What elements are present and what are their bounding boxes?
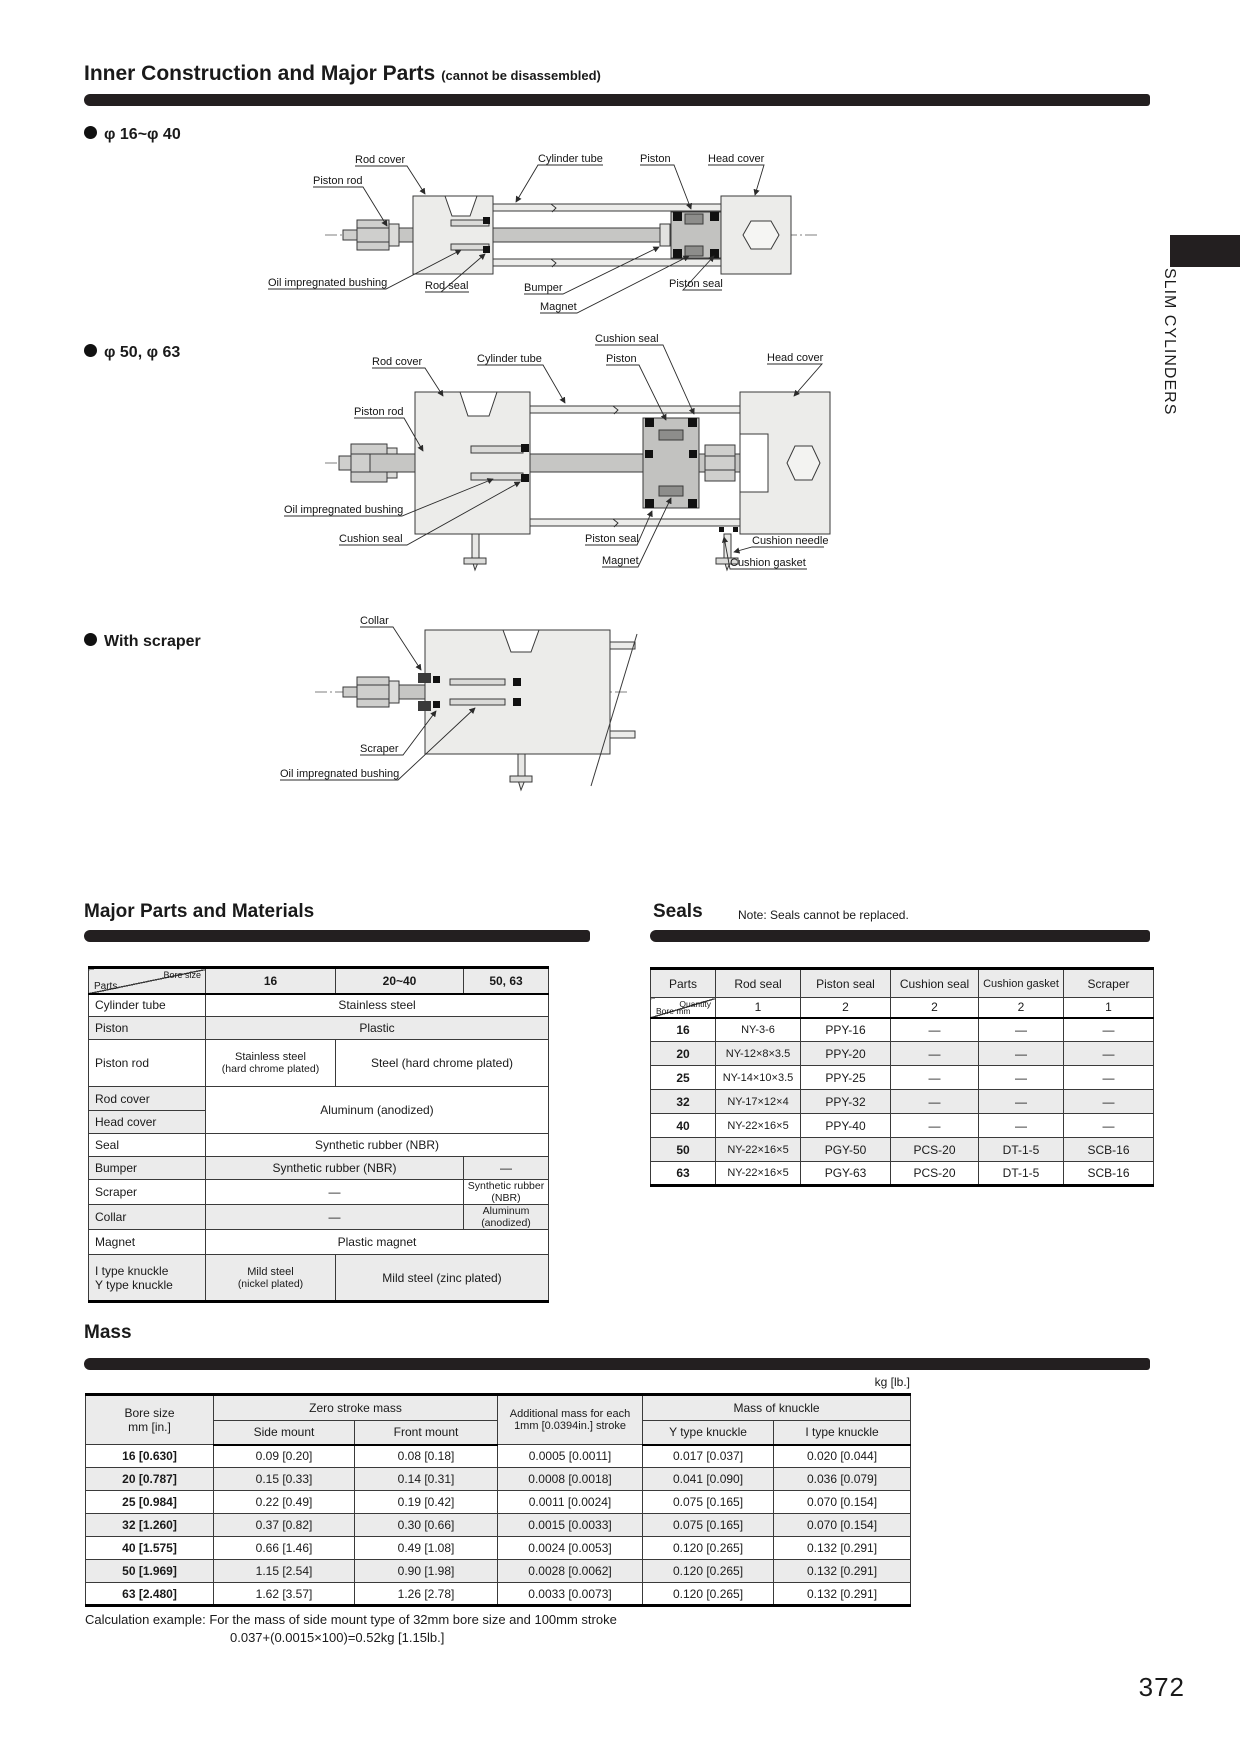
cell-front-mount: 0.08 [0.18]: [355, 1445, 498, 1468]
row-label: [89, 1255, 206, 1302]
label-magnet: Magnet: [540, 301, 577, 313]
cell-scraper: SCB-16: [1064, 1162, 1154, 1186]
cell-side-mount: 0.09 [0.20]: [214, 1445, 355, 1468]
cell-piston-seal: PGY-50: [801, 1138, 891, 1162]
mass-table-row: [86, 1583, 911, 1606]
cell-scraper: —: [1064, 1018, 1154, 1042]
row-value: [206, 1040, 336, 1087]
page-title-note: (cannot be disassembled): [441, 68, 601, 83]
mass-table-row: [86, 1560, 911, 1583]
calc-text: For the mass of side mount type of 32mm bore size and 100mm stroke: [209, 1612, 617, 1627]
cell-piston-seal: PPY-40: [801, 1114, 891, 1138]
seals-header-scraper: Scraper: [1064, 969, 1154, 998]
cell-bore: 20: [651, 1042, 716, 1066]
cell-piston-seal: PGY-63: [801, 1162, 891, 1186]
cell-cushion-seal: —: [891, 1090, 979, 1114]
corner-parts: Parts: [94, 980, 118, 992]
label-oil-bushing: Oil impregnated bushing: [268, 277, 388, 289]
label-head-cover: Head cover: [708, 153, 765, 165]
cell-rod-seal: NY-14×10×3.5: [716, 1066, 801, 1090]
header-line1: Additional mass for each: [509, 1408, 631, 1420]
section-bore-16-40: [84, 126, 181, 144]
cylinder-cross-section-16-40: [325, 196, 817, 274]
seals-header-rod-seal: Rod seal: [716, 969, 801, 998]
cell-cushion-seal: —: [891, 1066, 979, 1090]
cell-additional-mass: 0.0008 [0.0018]: [498, 1468, 643, 1491]
label-piston: Piston: [640, 153, 671, 165]
materials-title: Major Parts and Materials: [84, 901, 315, 922]
calc-example-line1: [85, 1612, 617, 1627]
mass-table-row: [86, 1491, 911, 1514]
cell-additional-mass: 0.0028 [0.0062]: [498, 1560, 643, 1583]
seals-corner-cell: [651, 998, 716, 1018]
mass-table-row: [86, 1537, 911, 1560]
seals-table-row: [651, 1114, 1154, 1138]
cell-additional-mass: 0.0033 [0.0073]: [498, 1583, 643, 1606]
mass-header-side-mount: Side mount: [214, 1421, 355, 1445]
label-piston-rod: Piston rod: [313, 175, 363, 187]
cell-cushion-gasket: DT-1-5: [979, 1138, 1064, 1162]
seals-rule-bar: [650, 930, 1150, 942]
cell-bore: 32: [651, 1090, 716, 1114]
quantity-scraper: 1: [1064, 998, 1154, 1018]
quantity-rod-seal: 1: [716, 998, 801, 1018]
row-label: Piston: [89, 1017, 206, 1040]
section-label: With scraper: [104, 633, 201, 650]
materials-col-16: 16: [206, 968, 336, 994]
row-value: Aluminum (anodized): [464, 1205, 549, 1230]
cell-bore-size: 16 [0.630]: [86, 1445, 214, 1468]
row-value: Synthetic rubber (NBR): [206, 1157, 464, 1180]
cell-side-mount: 0.15 [0.33]: [214, 1468, 355, 1491]
row-label: Seal: [89, 1134, 206, 1157]
cell-additional-mass: 0.0015 [0.0033]: [498, 1514, 643, 1537]
label-rod-seal: Rod seal: [425, 280, 469, 292]
seals-table-row: [651, 1162, 1154, 1186]
corner-bore-mm: Bore mm: [656, 1005, 691, 1016]
side-tab-marker: [1170, 235, 1240, 267]
cell-y-knuckle: 0.120 [0.265]: [643, 1583, 774, 1606]
bullet-icon: [84, 633, 97, 646]
title-rule-bar: [84, 94, 1150, 106]
seals-title: Seals: [653, 901, 703, 922]
mass-header-i-knuckle: I type knuckle: [774, 1421, 911, 1445]
label-head-cover: Head cover: [767, 352, 824, 364]
cell-bore: 63: [651, 1162, 716, 1186]
mass-header-y-knuckle: Y type knuckle: [643, 1421, 774, 1445]
cell-cushion-gasket: —: [979, 1066, 1064, 1090]
value-line2: (nickel plated): [237, 1277, 304, 1290]
row-value: —: [206, 1180, 464, 1205]
cell-rod-seal: NY-22×16×5: [716, 1138, 801, 1162]
cell-cushion-seal: —: [891, 1018, 979, 1042]
bullet-icon: [84, 126, 97, 139]
value-line1: Stainless steel: [235, 1051, 306, 1063]
cell-rod-seal: NY-22×16×5: [716, 1162, 801, 1186]
label-bumper: Bumper: [524, 282, 563, 294]
cell-bore: 50: [651, 1138, 716, 1162]
cell-scraper: —: [1064, 1090, 1154, 1114]
label-cushion-seal-top: Cushion seal: [595, 333, 659, 345]
cell-y-knuckle: 0.075 [0.165]: [643, 1491, 774, 1514]
cell-y-knuckle: 0.017 [0.037]: [643, 1445, 774, 1468]
cell-front-mount: 0.30 [0.66]: [355, 1514, 498, 1537]
label-rod-cover: Rod cover: [355, 154, 406, 166]
diagram-bore-16-40: [255, 148, 835, 325]
cell-scraper: —: [1064, 1042, 1154, 1066]
cell-bore: 25: [651, 1066, 716, 1090]
label-cushion-seal-bottom: Cushion seal: [339, 533, 403, 545]
row-label: Bumper: [89, 1157, 206, 1180]
cell-rod-seal: NY-12×8×3.5: [716, 1042, 801, 1066]
materials-col-50-63: 50, 63: [464, 968, 549, 994]
cell-y-knuckle: 0.041 [0.090]: [643, 1468, 774, 1491]
row-value: Plastic: [206, 1017, 549, 1040]
cell-i-knuckle: 0.036 [0.079]: [774, 1468, 911, 1491]
row-value: Plastic magnet: [206, 1230, 549, 1255]
cell-i-knuckle: 0.070 [0.154]: [774, 1491, 911, 1514]
label-cushion-gasket: Cushion gasket: [730, 557, 806, 569]
mass-header-knuckle: Mass of knuckle: [643, 1395, 911, 1421]
quantity-piston-seal: 2: [801, 998, 891, 1018]
quantity-cushion-seal: 2: [891, 998, 979, 1018]
mass-table-row: [86, 1445, 911, 1468]
cell-front-mount: 0.90 [1.98]: [355, 1560, 498, 1583]
label-scraper: Scraper: [360, 743, 399, 755]
label-piston-rod: Piston rod: [354, 406, 404, 418]
calc-example-line2: 0.037+(0.0015×100)=0.52kg [1.15lb.]: [230, 1630, 445, 1645]
value-line2: (hard chrome plated): [221, 1063, 320, 1075]
row-label: Head cover: [89, 1111, 206, 1134]
seals-table-row: [651, 1138, 1154, 1162]
mass-header-zero-stroke: Zero stroke mass: [214, 1395, 498, 1421]
page-title-row: [84, 62, 601, 86]
label-oil-bushing: Oil impregnated bushing: [284, 504, 404, 516]
label-rod-cover: Rod cover: [372, 356, 423, 368]
seals-table-row: [651, 1090, 1154, 1114]
row-label: Cylinder tube: [89, 994, 206, 1017]
cell-i-knuckle: 0.070 [0.154]: [774, 1514, 911, 1537]
cell-scraper: —: [1064, 1066, 1154, 1090]
row-label: Magnet: [89, 1230, 206, 1255]
cell-y-knuckle: 0.120 [0.265]: [643, 1537, 774, 1560]
seals-header-parts: Parts: [651, 969, 716, 998]
row-label: Piston rod: [89, 1040, 206, 1087]
cell-cushion-seal: —: [891, 1114, 979, 1138]
header-line2: 1mm [0.0394in.] stroke: [514, 1420, 626, 1432]
row-value: Synthetic rubber (NBR): [206, 1134, 549, 1157]
seals-table: [650, 967, 1154, 1187]
seals-header-cushion-seal: Cushion seal: [891, 969, 979, 998]
mass-table-row: [86, 1468, 911, 1491]
cell-cushion-seal: PCS-20: [891, 1138, 979, 1162]
row-value: —: [464, 1157, 549, 1180]
cell-bore: 16: [651, 1018, 716, 1042]
cell-cushion-seal: PCS-20: [891, 1162, 979, 1186]
cell-scraper: SCB-16: [1064, 1138, 1154, 1162]
seals-header-piston-seal: Piston seal: [801, 969, 891, 998]
quantity-cushion-gasket: 2: [979, 998, 1064, 1018]
cell-scraper: —: [1064, 1114, 1154, 1138]
bullet-icon: [84, 344, 97, 357]
cell-rod-seal: NY-3-6: [716, 1018, 801, 1042]
cell-side-mount: 0.22 [0.49]: [214, 1491, 355, 1514]
mass-header-bore: [86, 1395, 214, 1445]
cell-cushion-seal: —: [891, 1042, 979, 1066]
cell-side-mount: 0.37 [0.82]: [214, 1514, 355, 1537]
label-piston-seal: Piston seal: [585, 533, 639, 545]
label-piston: Piston: [606, 353, 637, 365]
page-title: Inner Construction and Major Parts: [84, 62, 436, 85]
materials-col-20-40: 20~40: [336, 968, 464, 994]
row-value: Mild steel (zinc plated): [336, 1255, 549, 1302]
mass-unit: kg [lb.]: [874, 1375, 910, 1389]
row-label: Collar: [89, 1205, 206, 1230]
cell-y-knuckle: 0.120 [0.265]: [643, 1560, 774, 1583]
label-cushion-needle: Cushion needle: [752, 535, 829, 547]
diagram-with-scraper: [275, 600, 640, 795]
cell-bore-size: 32 [1.260]: [86, 1514, 214, 1537]
cell-front-mount: 1.26 [2.78]: [355, 1583, 498, 1606]
cell-cushion-gasket: —: [979, 1042, 1064, 1066]
seals-table-row: [651, 1042, 1154, 1066]
cell-i-knuckle: 0.132 [0.291]: [774, 1583, 911, 1606]
section-with-scraper: [84, 633, 201, 651]
cell-y-knuckle: 0.075 [0.165]: [643, 1514, 774, 1537]
cell-bore-size: 63 [2.480]: [86, 1583, 214, 1606]
header-line2: mm [in.]: [128, 1420, 171, 1434]
cell-front-mount: 0.49 [1.08]: [355, 1537, 498, 1560]
label-oil-bushing: Oil impregnated bushing: [280, 768, 400, 780]
cell-additional-mass: 0.0011 [0.0024]: [498, 1491, 643, 1514]
cell-piston-seal: PPY-32: [801, 1090, 891, 1114]
mass-table: [85, 1393, 911, 1607]
cell-cushion-gasket: —: [979, 1090, 1064, 1114]
materials-rule-bar: [84, 930, 590, 942]
cell-piston-seal: PPY-16: [801, 1018, 891, 1042]
label-magnet: Magnet: [602, 555, 639, 567]
mass-header-additional: [498, 1395, 643, 1445]
seals-header-cushion-gasket: Cushion gasket: [979, 969, 1064, 998]
row-value: [206, 1255, 336, 1302]
label-line2: Y type knuckle: [95, 1277, 173, 1292]
label-cylinder-tube: Cylinder tube: [538, 153, 603, 165]
header-line1: Bore size: [124, 1406, 175, 1420]
mass-title: Mass: [84, 1322, 132, 1343]
label-piston-seal: Piston seal: [669, 278, 723, 290]
cell-i-knuckle: 0.132 [0.291]: [774, 1560, 911, 1583]
cell-cushion-gasket: —: [979, 1114, 1064, 1138]
cell-additional-mass: 0.0024 [0.0053]: [498, 1537, 643, 1560]
mass-table-row: [86, 1514, 911, 1537]
section-bore-50-63: [84, 344, 180, 362]
mass-header-front-mount: Front mount: [355, 1421, 498, 1445]
value-line1: Mild steel: [247, 1265, 294, 1278]
cell-front-mount: 0.14 [0.31]: [355, 1468, 498, 1491]
section-label: φ 16~φ 40: [104, 126, 181, 143]
cell-side-mount: 0.66 [1.46]: [214, 1537, 355, 1560]
cell-rod-seal: NY-17×12×4: [716, 1090, 801, 1114]
scraper-cross-section: [315, 630, 637, 790]
corner-quantity: Quantity: [679, 999, 711, 1009]
section-label: φ 50, φ 63: [104, 344, 181, 361]
materials-table: [88, 966, 549, 1303]
row-label: Rod cover: [89, 1087, 206, 1111]
corner-bore-size: Bore size: [163, 970, 201, 980]
cell-rod-seal: NY-22×16×5: [716, 1114, 801, 1138]
cell-cushion-gasket: —: [979, 1018, 1064, 1042]
row-value: —: [206, 1205, 464, 1230]
label-collar: Collar: [360, 615, 389, 627]
row-value: Synthetic rubber (NBR): [464, 1180, 549, 1205]
row-value: Steel (hard chrome plated): [336, 1040, 549, 1087]
seals-table-row: [651, 1018, 1154, 1042]
row-label: Scraper: [89, 1180, 206, 1205]
seals-table-row: [651, 1066, 1154, 1090]
page-number: 372: [1138, 1672, 1185, 1702]
label-cylinder-tube: Cylinder tube: [477, 353, 542, 365]
cell-cushion-gasket: DT-1-5: [979, 1162, 1064, 1186]
cell-bore-size: 20 [0.787]: [86, 1468, 214, 1491]
mass-rule-bar: [84, 1358, 1150, 1370]
cell-bore: 40: [651, 1114, 716, 1138]
cell-front-mount: 0.19 [0.42]: [355, 1491, 498, 1514]
cell-i-knuckle: 0.132 [0.291]: [774, 1537, 911, 1560]
materials-corner-cell: [89, 968, 206, 994]
row-value: Aluminum (anodized): [206, 1087, 549, 1134]
cell-side-mount: 1.62 [3.57]: [214, 1583, 355, 1606]
cell-piston-seal: PPY-25: [801, 1066, 891, 1090]
cell-bore-size: 25 [0.984]: [86, 1491, 214, 1514]
label-line1: I type knuckle: [95, 1263, 169, 1278]
side-tab-label: SLIM CYLINDERS: [1161, 268, 1178, 416]
cell-piston-seal: PPY-20: [801, 1042, 891, 1066]
diagram-bore-50-63: [275, 330, 835, 575]
cell-i-knuckle: 0.020 [0.044]: [774, 1445, 911, 1468]
cell-additional-mass: 0.0005 [0.0011]: [498, 1445, 643, 1468]
cell-bore-size: 40 [1.575]: [86, 1537, 214, 1560]
calc-label: Calculation example:: [85, 1612, 206, 1627]
seals-note: Note: Seals cannot be replaced.: [738, 908, 909, 922]
cell-side-mount: 1.15 [2.54]: [214, 1560, 355, 1583]
cell-bore-size: 50 [1.969]: [86, 1560, 214, 1583]
row-value: Stainless steel: [206, 994, 549, 1017]
